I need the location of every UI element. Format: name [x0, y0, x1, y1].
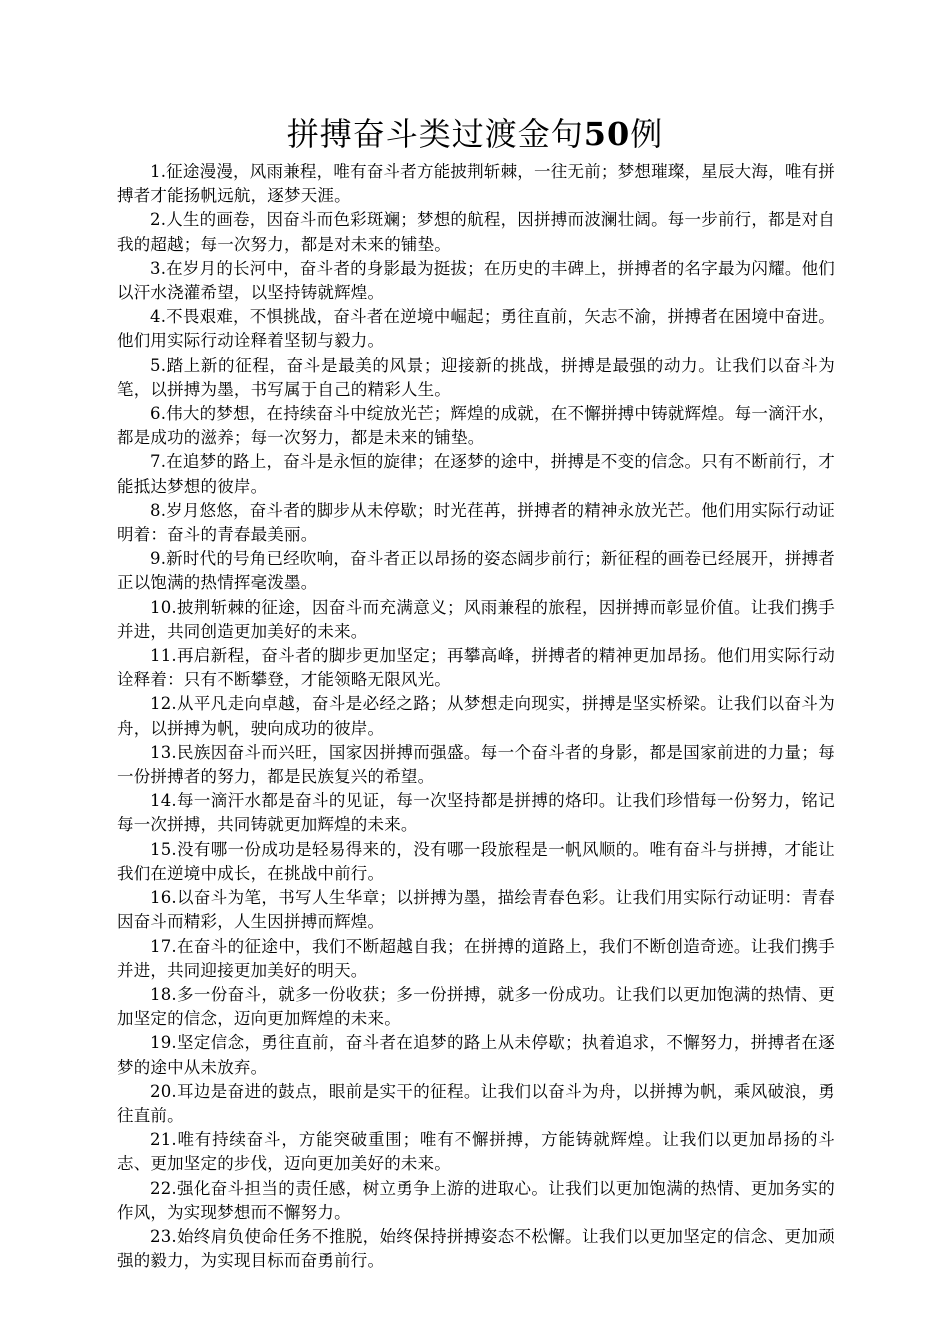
paragraph-8: 8.岁月悠悠，奋斗者的脚步从未停歇；时光荏苒，拼搏者的精神永放光芒。他们用实际行动证明着：奋斗的青春最美丽。: [117, 500, 835, 545]
paragraph-1: 1.征途漫漫，风雨兼程，唯有奋斗者方能披荆斩棘，一往无前；梦想璀璨，星辰大海，唯有拼搏者才能扬帆远航，逐梦天涯。: [117, 162, 835, 206]
paragraph-16: 16.以奋斗为笔，书写人生华章；以拼搏为墨，描绘青春色彩。让我们用实际行动证明：青春因奋斗而精彩，人生因拼搏而辉煌。: [117, 888, 835, 932]
paragraph-18: 18.多一份奋斗，就多一份收获；多一份拼搏，就多一份成功。让我们以更加饱满的热情、更加坚定的信念，迈向更加辉煌的未来。: [117, 984, 835, 1029]
paragraph-11: 11.再启新程，奋斗者的脚步更加坚定；再攀高峰，拼搏者的精神更加昂扬。他们用实际行动诠释着：只有不断攀登，才能领略无限风光。: [117, 646, 835, 690]
page-title: [0, 112, 950, 156]
paragraph-14: 14.每一滴汗水都是奋斗的见证，每一次坚持都是拼搏的烙印。让我们珍惜每一份努力，铭记每一次拼搏，共同铸就更加辉煌的未来。: [117, 791, 835, 835]
paragraph-13: 13.民族因奋斗而兴旺，国家因拼搏而强盛。每一个奋斗者的身影，都是国家前进的力量；每一份拼搏者的努力，都是民族复兴的希望。: [117, 742, 835, 787]
title-number: 50: [583, 115, 631, 153]
title-suffix: 例: [630, 115, 664, 153]
document-body: [117, 160, 835, 1273]
paragraph-23: 23.始终肩负使命任务不推脱，始终保持拼搏姿态不松懈。让我们以更加坚定的信念、更加顽强的毅力，为实现目标而奋勇前行。: [117, 1226, 835, 1271]
paragraph-22: 22.强化奋斗担当的责任感，树立勇争上游的进取心。让我们以更加饱满的热情、更加务实的作风，为实现梦想而不懈努力。: [117, 1178, 835, 1222]
paragraph-9: 9.新时代的号角已经吹响，奋斗者正以昂扬的姿态阔步前行；新征程的画卷已经展开，拼搏者正以饱满的热情挥毫泼墨。: [117, 549, 835, 593]
title-text: 拼搏奋斗类过渡金句: [286, 115, 584, 153]
paragraph-6: 6.伟大的梦想，在持续奋斗中绽放光芒；辉煌的成就，在不懈拼搏中铸就辉煌。每一滴汗水，都是成功的滋养；每一次努力，都是未来的铺垫。: [117, 404, 835, 448]
paragraph-4: 4.不畏艰难，不惧挑战，奋斗者在逆境中崛起；勇往直前，矢志不渝，拼搏者在困境中奋进。他们用实际行动诠释着坚韧与毅力。: [117, 307, 835, 351]
paragraph-21: 21.唯有持续奋斗，方能突破重围；唯有不懈拼搏，方能铸就辉煌。让我们以更加昂扬的斗志、更加坚定的步伐，迈向更加美好的未来。: [117, 1130, 835, 1174]
paragraph-15: 15.没有哪一份成功是轻易得来的，没有哪一段旅程是一帆风顺的。唯有奋斗与拼搏，才能让我们在逆境中成长，在挑战中前行。: [117, 839, 835, 883]
paragraph-20: 20.耳边是奋进的鼓点，眼前是实干的征程。让我们以奋斗为舟，以拼搏为帆，乘风破浪，勇往直前。: [117, 1081, 835, 1125]
paragraph-17: 17.在奋斗的征途中，我们不断超越自我；在拼搏的道路上，我们不断创造奇迹。让我们携手并进，共同迎接更加美好的明天。: [117, 936, 835, 980]
paragraph-3: 3.在岁月的长河中，奋斗者的身影最为挺拔；在历史的丰碑上，拼搏者的名字最为闪耀。他们以汗水浇灌希望，以坚持铸就辉煌。: [117, 258, 835, 303]
paragraph-7: 7.在追梦的路上，奋斗是永恒的旋律；在逐梦的途中，拼搏是不变的信念。只有不断前行，才能抵达梦想的彼岸。: [117, 452, 835, 496]
paragraph-5: 5.踏上新的征程，奋斗是最美的风景；迎接新的挑战，拼搏是最强的动力。让我们以奋斗为笔，以拼搏为墨，书写属于自己的精彩人生。: [117, 355, 835, 399]
paragraph-19: 19.坚定信念，勇往直前，奋斗者在追梦的路上从未停歇；执着追求，不懈努力，拼搏者在逐梦的途中从未放弃。: [117, 1033, 835, 1077]
paragraph-12: 12.从平凡走向卓越，奋斗是必经之路；从梦想走向现实，拼搏是坚实桥梁。让我们以奋斗为舟，以拼搏为帆，驶向成功的彼岸。: [117, 694, 835, 738]
paragraph-10: 10.披荆斩棘的征途，因奋斗而充满意义；风雨兼程的旅程，因拼搏而彰显价值。让我们携手并进，共同创造更加美好的未来。: [117, 597, 835, 641]
paragraph-2: 2.人生的画卷，因奋斗而色彩斑斓；梦想的航程，因拼搏而波澜壮阔。每一步前行，都是对自我的超越；每一次努力，都是对未来的铺垫。: [117, 210, 835, 254]
